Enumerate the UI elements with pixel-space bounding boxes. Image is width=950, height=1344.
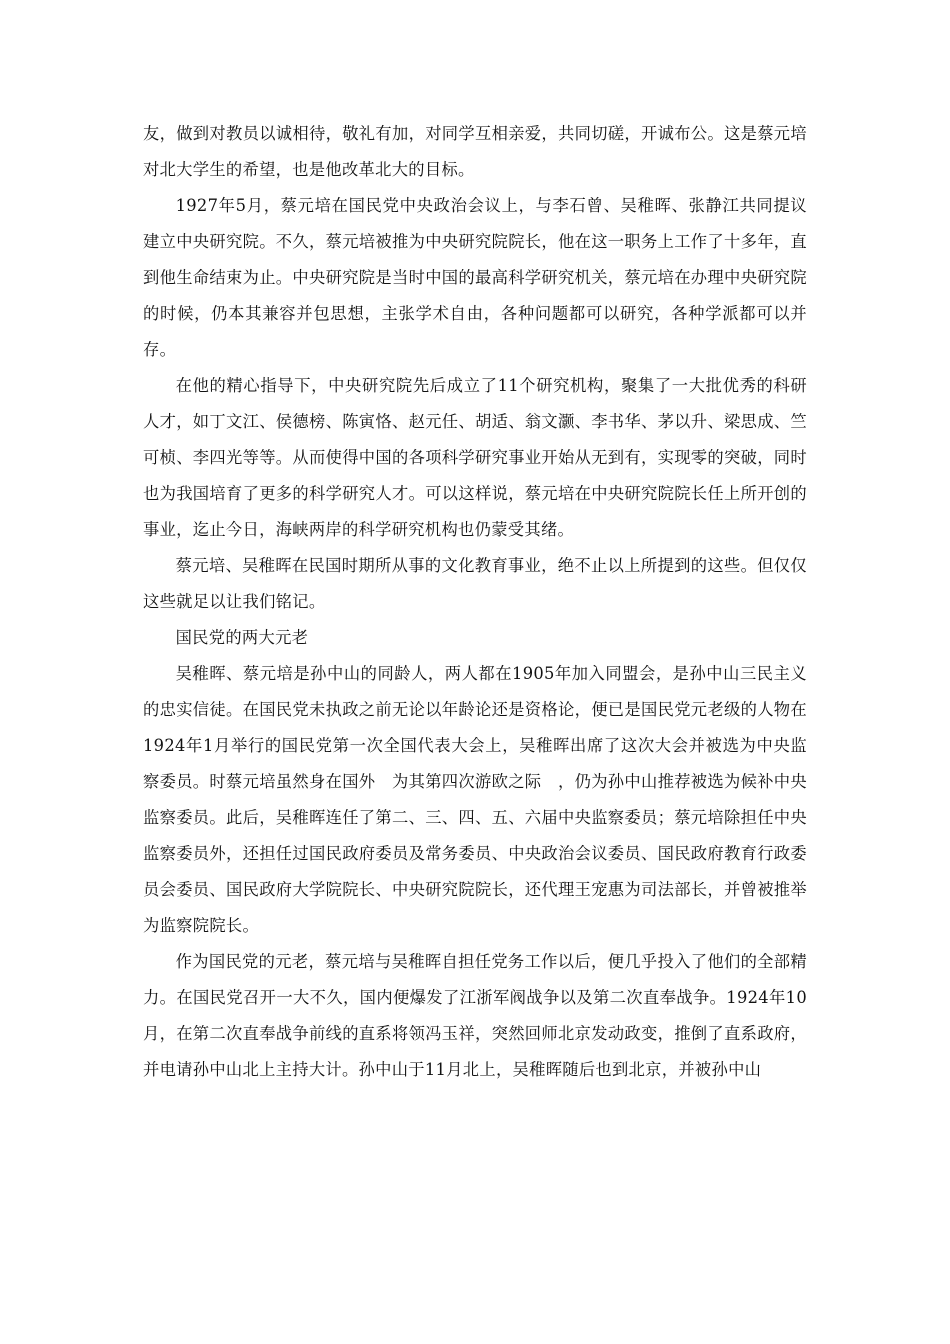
paragraph-research-institutes: 在他的精心指导下，中央研究院先后成立了11个研究机构，聚集了一大批优秀的科研人才，如丁文江、侯德榜、陈寅恪、赵元任、胡适、翁文灏、李书华、茅以升、梁思成、竺可桢、李四光等等。从而使得中国的各项科学研究事业开始从无到有，实现零的突破，同时也为我国培育了更多的科学研究人才。可以这样说，蔡元培在中央研究院院长任上所开创的事业，迄止今日，海峡两岸的科学研究机构也仍蒙受其绪。 [143,376,807,539]
paragraph-summary: 蔡元培、吴稚晖在民国时期所从事的文化教育事业，绝不止以上所提到的这些。但仅仅这些就足以让我们铭记。 [143,556,807,611]
paragraph-party-elders: 吴稚晖、蔡元培是孙中山的同龄人，两人都在1905年加入同盟会，是孙中山三民主义的忠实信徒。在国民党未执政之前无论以年龄论还是资格论，便已是国民党元老级的人物在1924年1月举行的国民党第一次全国代表大会上，吴稚晖出席了这次大会并被选为中央监察委员。时蔡元培虽然身在国外 为其第四次游欧之际 ，仍为孙中山推荐被选为候补中央监察委员。此后，吴稚晖连任了第二、三、四、五、六届中央监察委员；蔡元培除担任中央监察委员外，还担任过国民政府委员及常务委员、中央政治会议委员、国民政府教育行政委员会委员、国民政府大学院院长、中央研究院院长，还代理王宠惠为司法部长，并曾被推举为监察院院长。 [143,664,807,935]
paragraph-continued: 友，做到对教员以诚相待，敬礼有加，对同学互相亲爱，共同切磋，开诚布公。这是蔡元培对北大学生的希望，也是他改革北大的目标。 [143,124,807,179]
section-heading: 国民党的两大元老 [175,628,309,647]
paragraph-academia-sinica: 1927年5月，蔡元培在国民党中央政治会议上，与李石曾、吴稚晖、张静江共同提议建立中央研究院。不久，蔡元培被推为中央研究院院长，他在这一职务上工作了十多年，直到他生命结束为止。中央研究院是当时中国的最高科学研究机关，蔡元培在办理中央研究院的时候，仍本其兼容并包思想，主张学术自由，各种问题都可以研究，各种学派都可以并存。 [143,196,807,359]
document-body [143,116,807,1088]
paragraph-party-work: 作为国民党的元老，蔡元培与吴稚晖自担任党务工作以后，便几乎投入了他们的全部精力。在国民党召开一大不久，国内便爆发了江浙军阀战争以及第二次直奉战争。1924年10月，在第二次直奉战争前线的直系将领冯玉祥，突然回师北京发动政变，推倒了直系政府，并电请孙中山北上主持大计。孙中山于11月北上，吴稚晖随后也到北京，并被孙中山 [143,952,807,1079]
